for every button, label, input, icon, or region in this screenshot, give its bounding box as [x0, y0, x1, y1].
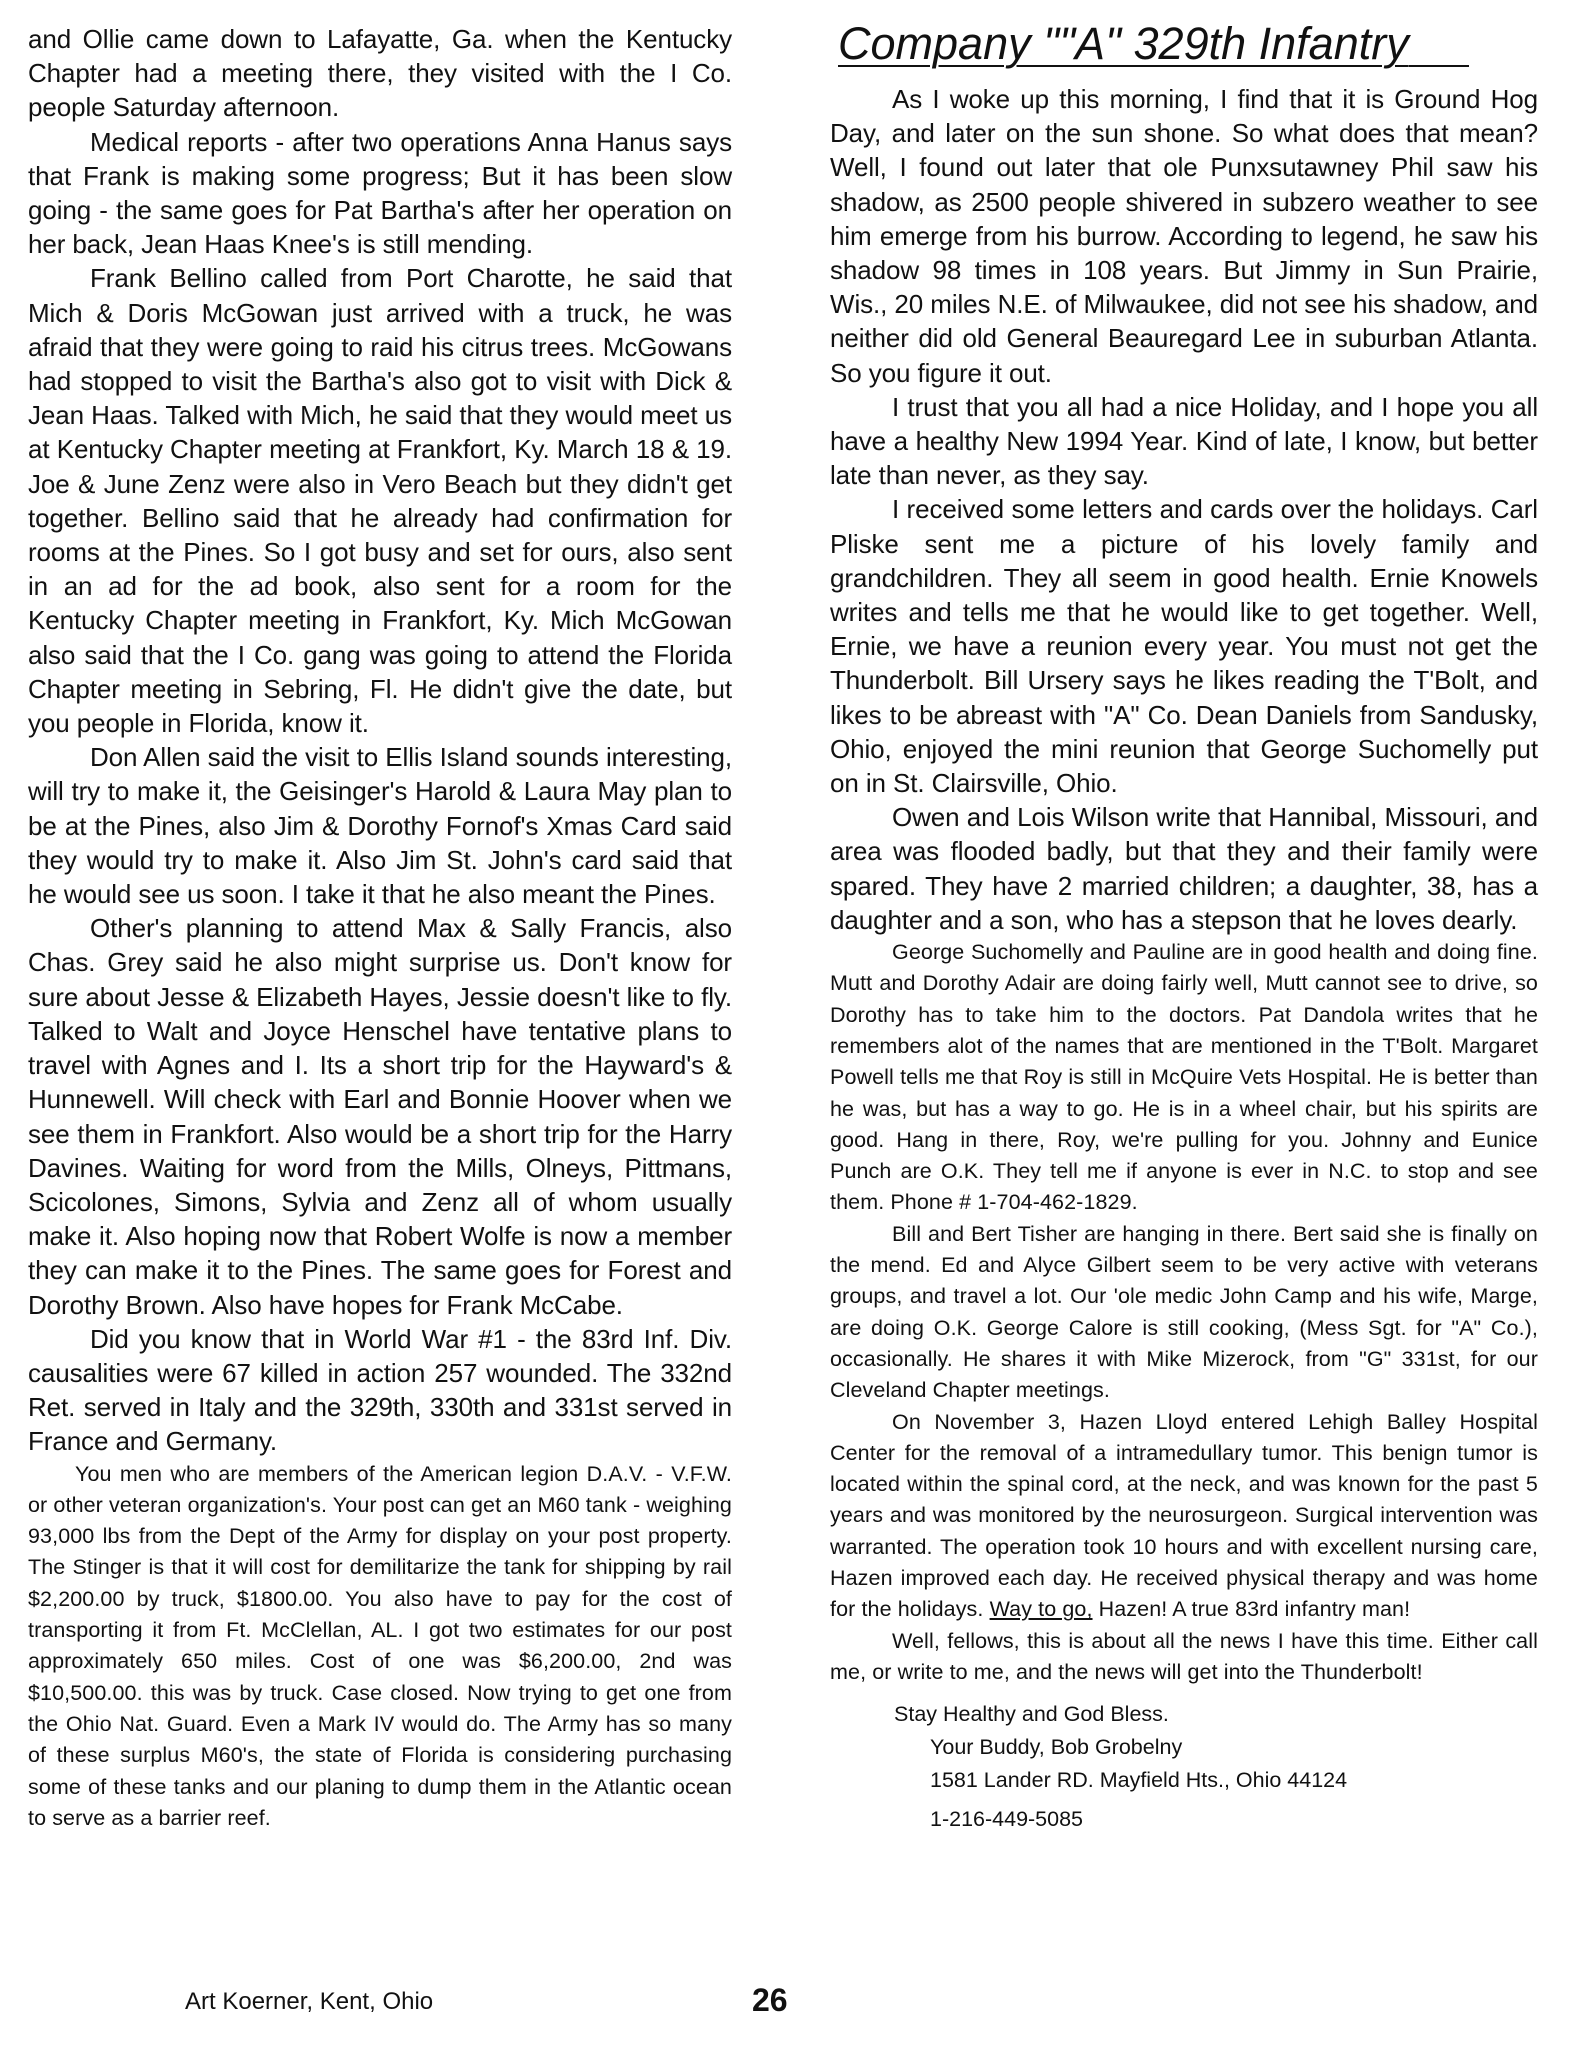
- left-paragraph-ww1: Did you know that in World War #1 - the 83rd Inf. Div. causalities were 67 killed in action 257 wounded. The 332nd Ret. served in Italy and the 329th, 330th and 331st served in France and Germany.: [28, 1323, 732, 1457]
- right-paragraph-suchomelly: George Suchomelly and Pauline are in good health and doing fine. Mutt and Dorothy Adair are doing fairly well, Mutt cannot see to drive, so Dorothy has to take him to the doctors. Pat Dandola writes that he remembers alot of the names that are mentioned in the T'Bolt. Margaret Powell tells me that Roy is still in McQuire Vets Hospital. He is better than he was, but has a way to go. He is in a wheel chair, but his spirits are good. Hang in there, Roy, we're pulling for you. Johnny and Eunice Punch are O.K. They tell me if anyone is ever in N.C. to stop and see them. Phone # 1-704-462-1829.: [830, 940, 1538, 1215]
- right-paragraph-groundhog: As I woke up this morning, I find that it is Ground Hog Day, and later on the sun shone. So what does that mean? Well, I found out later that ole Punxsutawney Phil saw his shadow, as 2500 people shivered in subzero weather to see him emerge from his burrow. According to legend, he saw his shadow 98 times in 108 years. But Jimmy in Sun Prairie, Wis., 20 miles N.E. of Milwaukee, did not see his shadow, and neither did old General Beauregard Lee in suburban Atlanta. So you figure it out.: [830, 84, 1538, 388]
- page-number: 26: [752, 1982, 788, 2018]
- article-title: [838, 16, 1538, 72]
- right-column: [830, 18, 1538, 1836]
- left-paragraph-1: and Ollie came down to Lafayatte, Ga. when the Kentucky Chapter had a meeting there, they visited with the I Co. people Saturday afternoon.: [28, 24, 732, 123]
- left-paragraph-medical: Medical reports - after two operations Anna Hanus says that Frank is making some progress; But it has been slow going - the same goes for Pat Bartha's after her operation on her back, Jean Haas Knee's is still mending.: [28, 126, 732, 260]
- signature-greeting: Stay Healthy and God Bless.: [894, 1702, 1169, 1727]
- left-paragraph-allen: Don Allen said the visit to Ellis Island sounds interesting, will try to make it, the Geisinger's Harold & Laura May plan to be at the Pines, also Jim & Dorothy Fornof's Xmas Card said they would try to make it. Also Jim St. John's card said that he would see us soon. I take it that he also meant the Pines.: [28, 742, 732, 910]
- hazen-tail: Hazen! A true 83rd infantry man!: [1098, 1597, 1411, 1622]
- signature-phone: 1-216-449-5085: [930, 1807, 1084, 1832]
- right-paragraph-tisher: Bill and Bert Tisher are hanging in there. Bert said she is finally on the mend. Ed and Alyce Gilbert seem to be very active with veterans groups, and travel a lot. Our 'ole medic John Camp and his wife, Marge, are doing O.K. George Calore is still cooking, (Mess Sgt. for "A" Co.), occasionally. He shares it with Mike Mizerock, from "G" 331st, for our Cleveland Chapter meetings.: [830, 1221, 1538, 1403]
- right-paragraph-wilson: Owen and Lois Wilson write that Hannibal, Missouri, and area was flooded badly, but that they and their family were spared. They have 2 married children; a daughter, 38, has a daughter and a son, who has a stepson that he loves dearly.: [830, 802, 1538, 935]
- left-paragraph-bellino: Frank Bellino called from Port Charotte, he said that Mich & Doris McGowan just arrived with a truck, he was afraid that they were going to raid his citrus trees. McGowans had stopped to visit the Bartha's also got to visit with Dick & Jean Haas. Talked with Mich, he said that they would meet us at Kentucky Chapter meeting at Frankfort, Ky. March 18 & 19. Joe & June Zenz were also in Vero Beach but they didn't get together. Bellino said that he already had confirmation for rooms at the Pines. So I got busy and set for ours, also sent in an ad for the ad book, also sent for a room for the Kentucky Chapter meeting in Frankfort, Ky. Mich McGowan also said that the I Co. gang was going to attend the Florida Chapter meeting in Sebring, Fl. He didn't give the date, but you people in Florida, know it.: [28, 263, 732, 739]
- article-title-text: Company ""A" 329th Infantry: [838, 18, 1409, 69]
- signature-address: 1581 Lander RD. Mayfield Hts., Ohio 44124: [930, 1768, 1348, 1793]
- way-to-go-underlined: Way to go,: [989, 1597, 1093, 1622]
- right-paragraph-holiday: I trust that you all had a nice Holiday, and I hope you all have a healthy New 1994 Year. Kind of late, I know, but better late than never, as they say.: [830, 391, 1538, 491]
- left-column: [28, 22, 732, 1834]
- right-paragraph-hazen: [830, 1407, 1538, 1626]
- right-paragraph-closing: Well, fellows, this is about all the news I have this time. Either call me, or write to me, and the news will get into the Thunderbolt!: [830, 1628, 1538, 1684]
- right-paragraph-letters: I received some letters and cards over the holidays. Carl Pliske sent me a picture of his lovely family and grandchildren. They all seem in good health. Ernie Knowels writes and tells me that he would like to get together. Well, Ernie, we have a reunion every year. You must not get the Thunderbolt. Bill Ursery says he likes reading the T'Bolt, and likes to be abreast with "A" Co. Dean Daniels from Sandusky, Ohio, enjoyed the mini reunion that George Suchomelly put on in St. Clairsville, Ohio.: [830, 494, 1538, 799]
- left-paragraph-planning: Other's planning to attend Max & Sally Francis, also Chas. Grey said he also might surprise us. Don't know for sure about Jesse & Elizabeth Hayes, Jessie doesn't like to fly. Talked to Walt and Joyce Henschel have tentative plans to travel with Agnes and I. Its a short trip for the Hayward's & Hunnewell. Will check with Earl and Bonnie Hoover when we see them in Frankfort. Also would be a short trip for the Harry Davines. Waiting for word from the Mills, Olneys, Pittmans, Scicolones, Simons, Sylvia and Zenz all of whom usually make it. Also hoping now that Robert Wolfe is now a member they can make it to the Pines. The same goes for Forest and Dorothy Brown. Also have hopes for Frank McCabe.: [28, 913, 732, 1320]
- left-paragraph-tank: You men who are members of the American legion D.A.V. - V.F.W. or other veteran organization's. Your post can get an M60 tank - weighing 93,000 lbs from the Dept of the Army for display on your post property. The Stinger is that it will cost for demilitarize the tank for shipping by rail $2,200.00 by truck, $1800.00. You also have to pay for the cost of transporting it from Ft. McClellan, AL. I got two estimates for our post approximately 650 miles. Cost of one was $6,200.00, 2nd was $10,500.00. this was by truck. Case closed. Now trying to get one from the Ohio Nat. Guard. Even a Mark IV would do. The Army has so many of these surplus M60's, the state of Florida is considering purchasing some of these tanks and our planing to dump them in the Atlantic ocean to serve as a barrier reef.: [28, 1461, 732, 1830]
- signature-name: Your Buddy, Bob Grobelny: [930, 1735, 1183, 1760]
- left-author-signature: Art Koerner, Kent, Ohio: [185, 1988, 434, 2015]
- title-underline-rule: [1409, 61, 1469, 67]
- hazen-text: On November 3, Hazen Lloyd entered Lehigh Balley Hospital Center for the removal of a intramedullary tumor. This benign tumor is located within the spinal cord, at the neck, and was known for the past 5 years and was monitored by the neurosurgeon. Surgical intervention was warranted. The operation took 10 hours and with excellent nursing care, Hazen improved each day. He received physical therapy and was home for the holidays.: [830, 1409, 1538, 1622]
